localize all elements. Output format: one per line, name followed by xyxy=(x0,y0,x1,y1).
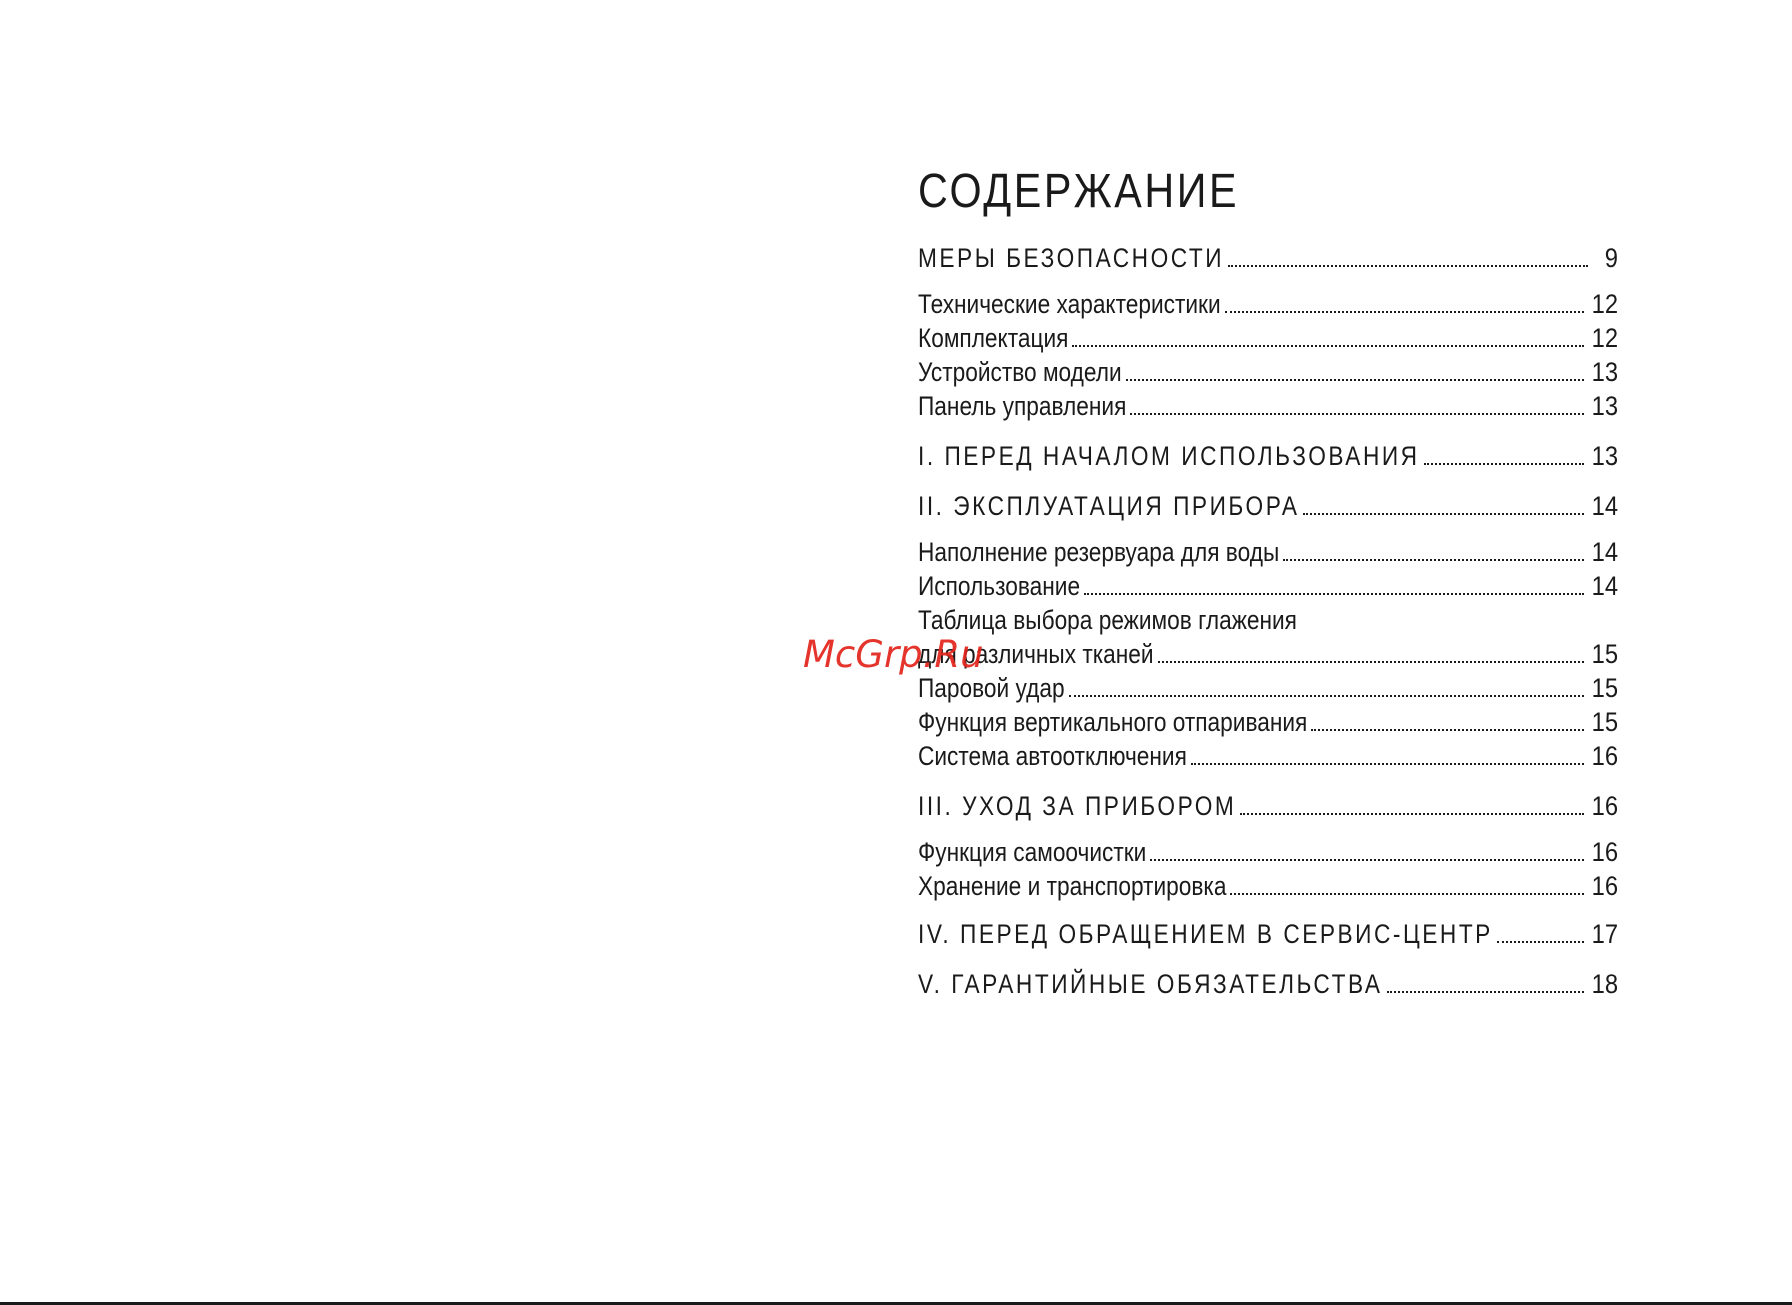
toc-entry-ironing-table-line2[interactable] xyxy=(918,638,1618,670)
toc-entry-usage[interactable] xyxy=(918,570,1618,602)
dot-leader xyxy=(1303,513,1583,515)
table-of-contents xyxy=(918,0,1618,1305)
toc-entry-label: Комплектация xyxy=(918,323,1069,353)
toc-entry-label: Устройство модели xyxy=(918,357,1122,387)
toc-entry-operation[interactable] xyxy=(918,490,1618,522)
toc-entry-label: Наполнение резервуара для воды xyxy=(918,537,1280,567)
toc-entry-label: II. ЭКСПЛУАТАЦИЯ ПРИБОРА xyxy=(918,491,1300,521)
toc-entry-page: 12 xyxy=(1591,323,1618,353)
toc-entry-device-structure[interactable] xyxy=(918,356,1618,388)
toc-entry-label: Таблица выбора режимов глажения xyxy=(918,605,1297,635)
toc-entry-page: 16 xyxy=(1591,837,1618,867)
dot-leader xyxy=(1150,859,1584,861)
toc-entry-care[interactable] xyxy=(918,790,1618,822)
dot-leader xyxy=(1230,893,1584,895)
toc-entry-label: I. ПЕРЕД НАЧАЛОМ ИСПОЛЬЗОВАНИЯ xyxy=(918,441,1420,471)
toc-entry-label: для различных тканей xyxy=(918,639,1154,669)
toc-entry-ironing-table-line1[interactable] xyxy=(918,604,1618,636)
toc-entry-page: 18 xyxy=(1591,969,1618,999)
toc-entry-service-center[interactable] xyxy=(918,918,1618,950)
toc-entry-steam-burst[interactable] xyxy=(918,672,1618,704)
toc-entry-page: 9 xyxy=(1604,243,1618,273)
toc-entry-package-contents[interactable] xyxy=(918,322,1618,354)
toc-entry-self-clean[interactable] xyxy=(918,836,1618,868)
dot-leader xyxy=(1497,941,1584,943)
toc-entry-label: Хранение и транспортировка xyxy=(918,871,1227,901)
toc-entry-page: 17 xyxy=(1591,919,1618,949)
toc-entry-page: 13 xyxy=(1591,357,1618,387)
toc-entry-page: 15 xyxy=(1591,639,1618,669)
toc-entry-label: Технические характеристики xyxy=(918,289,1221,319)
dot-leader xyxy=(1069,695,1584,697)
toc-entry-label: IV. ПЕРЕД ОБРАЩЕНИЕМ В СЕРВИС-ЦЕНТР xyxy=(918,919,1493,949)
toc-entry-warranty[interactable] xyxy=(918,968,1618,1000)
dot-leader xyxy=(1130,413,1584,415)
toc-entry-label: III. УХОД ЗА ПРИБОРОМ xyxy=(918,791,1237,821)
toc-entry-label: V. ГАРАНТИЙНЫЕ ОБЯЗАТЕЛЬСТВА xyxy=(918,969,1383,999)
toc-entry-page: 16 xyxy=(1591,741,1618,771)
dot-leader xyxy=(1228,265,1588,267)
toc-entry-auto-shutoff[interactable] xyxy=(918,740,1618,772)
dot-leader xyxy=(1072,345,1584,347)
toc-entry-specifications[interactable] xyxy=(918,288,1618,320)
toc-entry-page: 13 xyxy=(1591,441,1618,471)
dot-leader xyxy=(1387,991,1584,993)
toc-entry-water-tank[interactable] xyxy=(918,536,1618,568)
dot-leader xyxy=(1283,559,1584,561)
toc-entry-page: 16 xyxy=(1591,791,1618,821)
toc-entry-page: 14 xyxy=(1591,571,1618,601)
site-watermark: McGrp.Ru xyxy=(803,633,984,676)
toc-entry-label: Паровой удар xyxy=(918,673,1065,703)
toc-entry-page: 12 xyxy=(1591,289,1618,319)
dot-leader xyxy=(1126,379,1584,381)
toc-entry-page: 16 xyxy=(1591,871,1618,901)
toc-entry-page: 14 xyxy=(1591,491,1618,521)
toc-title: СОДЕРЖАНИЕ xyxy=(918,165,1240,218)
toc-entry-label: МЕРЫ БЕЗОПАСНОСТИ xyxy=(918,243,1225,273)
toc-entry-label: Функция самоочистки xyxy=(918,837,1147,867)
toc-entry-page: 14 xyxy=(1591,537,1618,567)
dot-leader xyxy=(1158,661,1584,663)
toc-entry-label: Панель управления xyxy=(918,391,1127,421)
toc-entry-label: Система автоотключения xyxy=(918,741,1187,771)
toc-entry-page: 15 xyxy=(1591,707,1618,737)
toc-entry-page: 15 xyxy=(1591,673,1618,703)
dot-leader xyxy=(1225,311,1584,313)
toc-entry-control-panel[interactable] xyxy=(918,390,1618,422)
toc-entry-label: Функция вертикального отпаривания xyxy=(918,707,1308,737)
dot-leader xyxy=(1311,729,1584,731)
dot-leader xyxy=(1191,763,1584,765)
dot-leader xyxy=(1240,813,1584,815)
toc-entry-before-use[interactable] xyxy=(918,440,1618,472)
dot-leader xyxy=(1084,593,1584,595)
dot-leader xyxy=(1424,463,1584,465)
toc-entry-page: 13 xyxy=(1591,391,1618,421)
toc-entry-vertical-steaming[interactable] xyxy=(918,706,1618,738)
toc-entry-storage-transport[interactable] xyxy=(918,870,1618,902)
toc-entry-safety[interactable] xyxy=(918,242,1618,274)
toc-entry-label: Использование xyxy=(918,571,1081,601)
